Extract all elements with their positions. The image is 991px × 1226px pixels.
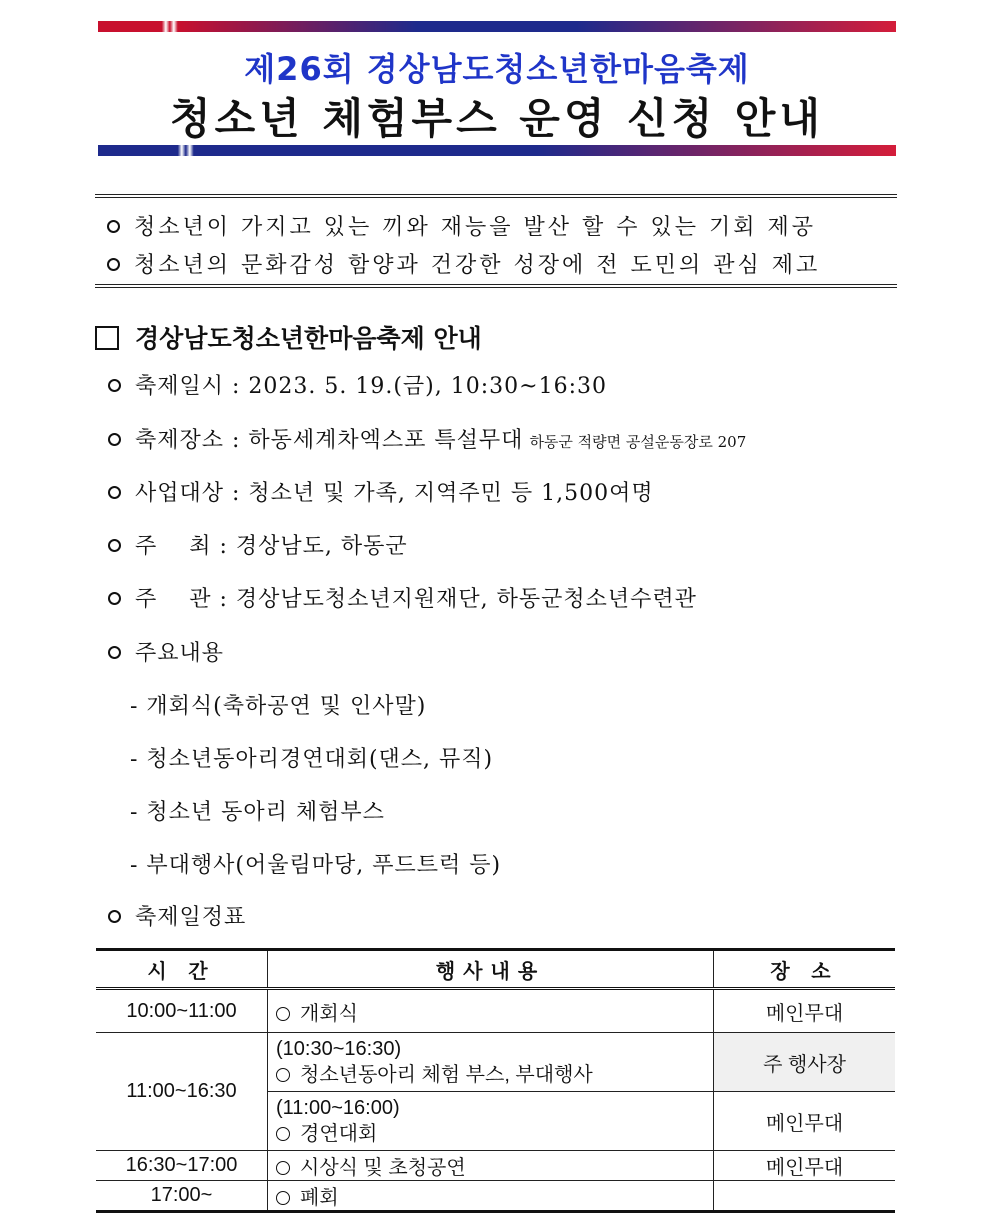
table-row <box>96 989 895 1033</box>
checkbox-square-icon <box>95 326 119 350</box>
event-cell: 폐회 <box>268 1181 714 1212</box>
time-cell: 10:00~11:00 <box>96 989 268 1033</box>
header-bottom-stripe <box>98 145 896 156</box>
schedule-table <box>96 948 895 1213</box>
event-cell: 시상식 및 초청공연 <box>268 1151 714 1181</box>
event-cell: 개회식 <box>268 989 714 1033</box>
info-item-venue: 축제장소 : 하동세계차엑스포 특설무대 하동군 적량면 공설운동장로 207 <box>108 423 746 454</box>
place-cell <box>714 1181 896 1212</box>
info-item-contents: 주요내용 <box>108 636 224 667</box>
purpose-box <box>95 194 897 288</box>
circle-bullet-icon <box>108 539 121 552</box>
info-item-organizer: 주 관 : 경상남도청소년지원재단, 하동군청소년수련관 <box>108 582 697 613</box>
venue-address: 하동군 적량면 공설운동장로 207 <box>529 433 747 451</box>
place-cell: 메인무대 <box>714 989 896 1033</box>
document-title-line1: 제26회 경상남도청소년한마음축제 <box>244 50 750 88</box>
header-top-stripe <box>98 21 896 32</box>
circle-bullet-icon <box>276 1007 290 1021</box>
table-row <box>96 1151 895 1181</box>
time-cell: 17:00~ <box>96 1181 268 1212</box>
purpose-item: 청소년의 문화감성 함양과 건강한 성장에 전 도민의 관심 제고 <box>107 248 820 279</box>
circle-bullet-icon <box>108 486 121 499</box>
circle-bullet-icon <box>108 646 121 659</box>
content-list-item: - 청소년 동아리 체험부스 <box>130 800 385 825</box>
content-list-item: - 개회식(축하공연 및 인사말) <box>130 694 427 719</box>
place-cell: 메인무대 <box>714 1151 896 1181</box>
circle-bullet-icon <box>276 1127 290 1141</box>
event-cell: (11:00~16:00) 경연대회 <box>268 1092 714 1151</box>
column-header-event: 행사내용 <box>268 950 714 989</box>
table-row <box>96 1033 895 1092</box>
table-row <box>96 1181 895 1212</box>
circle-bullet-icon <box>108 433 121 446</box>
schedule-label: 축제일정표 <box>108 900 246 931</box>
time-note: (11:00~16:00) <box>276 1097 400 1119</box>
circle-bullet-icon <box>108 592 121 605</box>
table-header-row <box>96 950 895 989</box>
time-cell: 11:00~16:30 <box>96 1033 268 1151</box>
document-title-line2: 청소년 체험부스 운영 신청 안내 <box>170 94 824 143</box>
event-cell: (10:30~16:30) 청소년동아리 체험 부스, 부대행사 <box>268 1033 714 1092</box>
column-header-time: 시 간 <box>96 950 268 989</box>
time-cell: 16:30~17:00 <box>96 1151 268 1181</box>
info-item-host: 주 최 : 경상남도, 하동군 <box>108 529 408 560</box>
content-list-item: - 부대행사(어울림마당, 푸드트럭 등) <box>130 853 502 878</box>
content-list-item: - 청소년동아리경연대회(댄스, 뮤직) <box>130 747 494 772</box>
time-note: (10:30~16:30) <box>276 1038 402 1060</box>
circle-bullet-icon <box>108 379 121 392</box>
circle-bullet-icon <box>276 1161 290 1175</box>
column-header-place: 장 소 <box>714 950 896 989</box>
place-cell: 주 행사장 <box>714 1033 896 1092</box>
circle-bullet-icon <box>276 1068 290 1082</box>
purpose-item: 청소년이 가지고 있는 끼와 재능을 발산 할 수 있는 기회 제공 <box>107 210 816 241</box>
circle-bullet-icon <box>276 1191 290 1205</box>
circle-bullet-icon <box>107 258 120 271</box>
circle-bullet-icon <box>108 910 121 923</box>
section-heading: 경상남도청소년한마음축제 안내 <box>95 319 482 355</box>
circle-bullet-icon <box>107 220 120 233</box>
info-item-target: 사업대상 : 청소년 및 가족, 지역주민 등 1,500여명 <box>108 476 654 507</box>
place-cell: 메인무대 <box>714 1092 896 1151</box>
info-item-date: 축제일시 : 2023. 5. 19.(금), 10:30~16:30 <box>108 369 607 400</box>
